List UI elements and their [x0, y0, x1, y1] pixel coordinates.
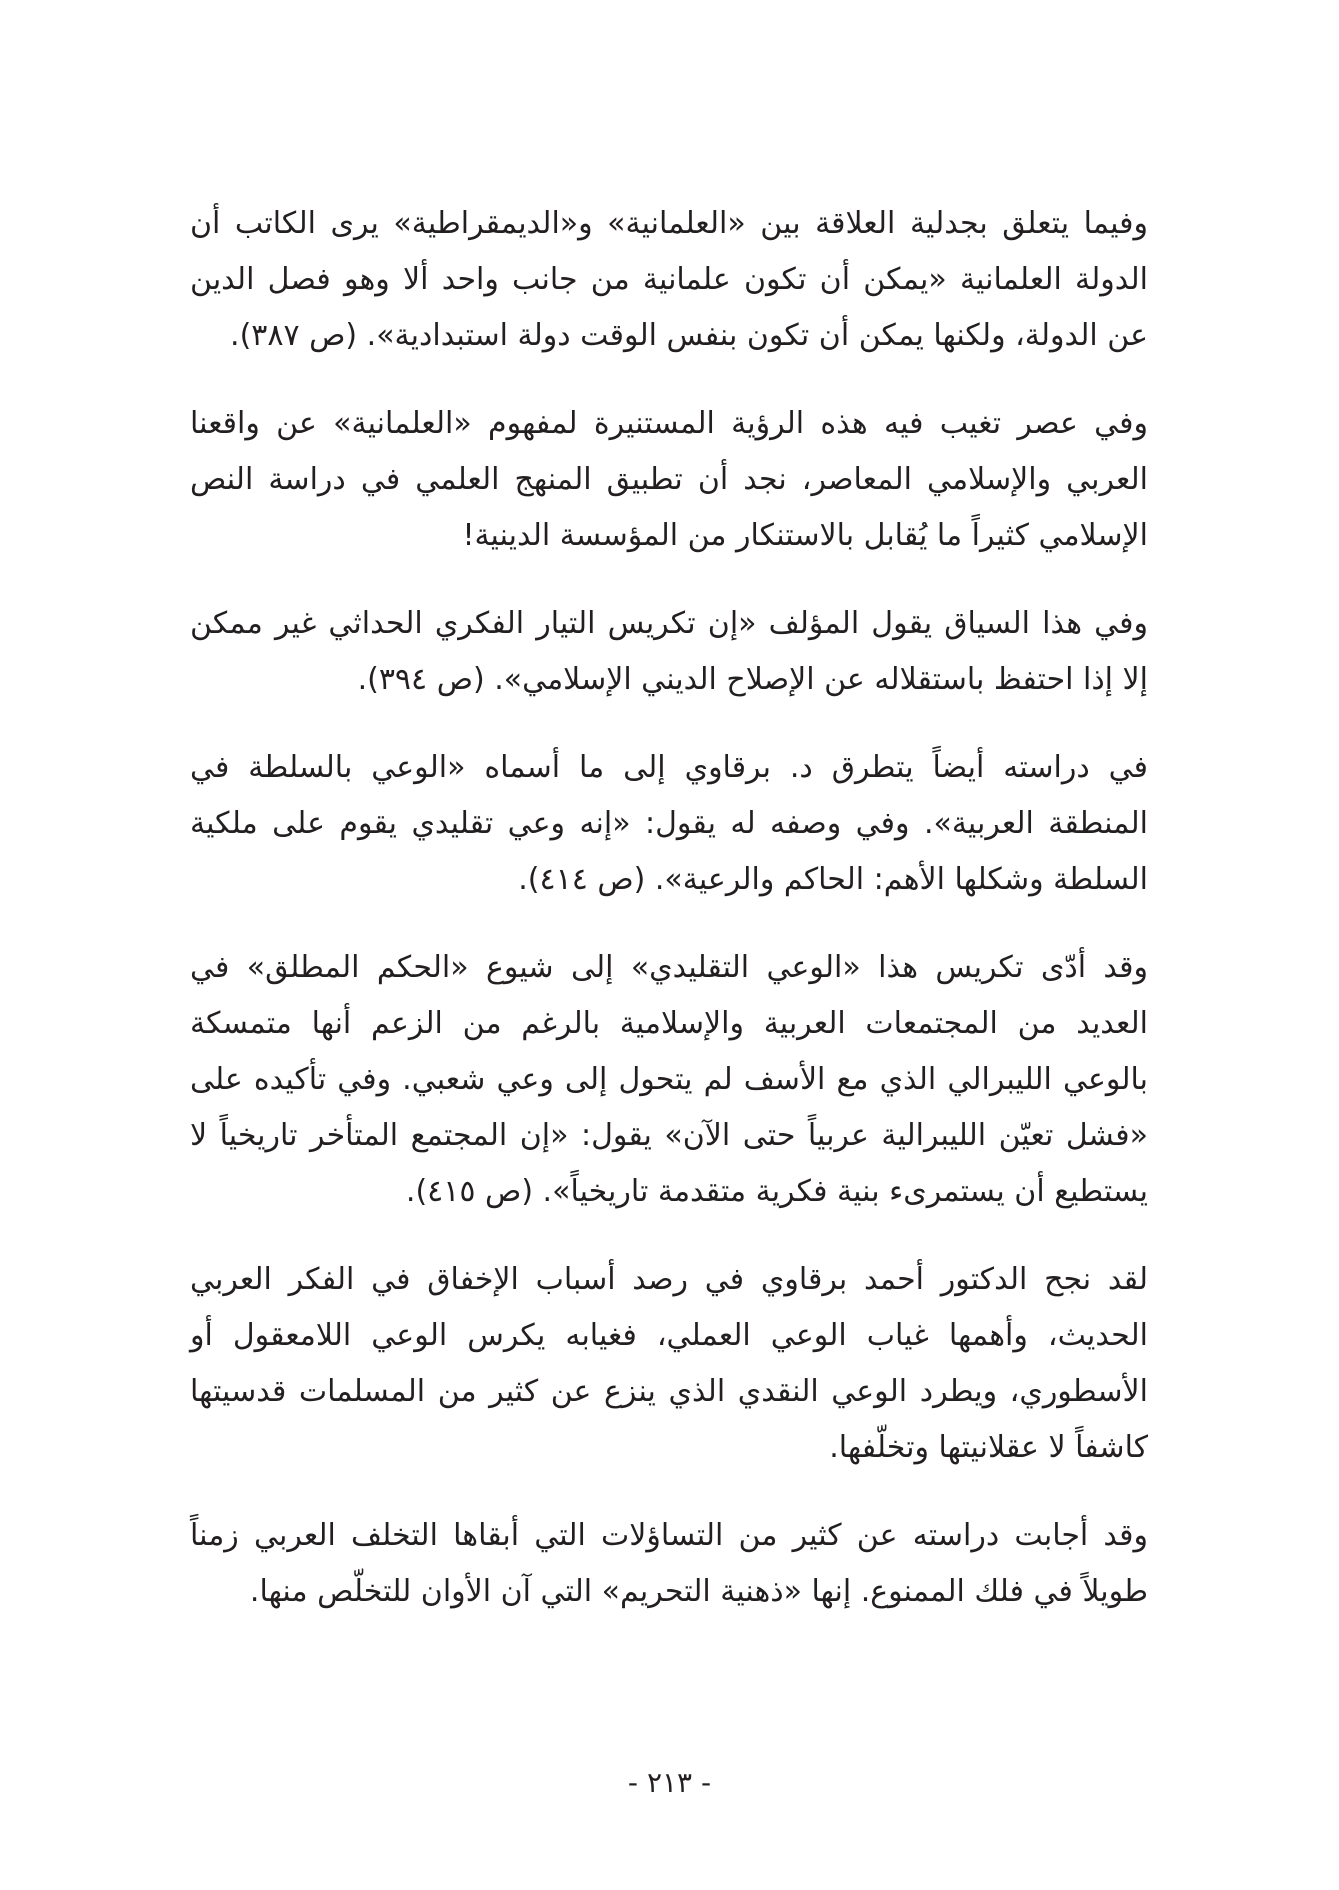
body-text — [190, 196, 1148, 1652]
paragraph-3: وفي هذا السياق يقول المؤلف «إن تكريس التيار الفكري الحداثي غير ممكن إلا إذا احتفظ باستقلاله عن الإصلاح الديني الإسلامي». (ص ٣٩٤). — [190, 606, 1148, 697]
paragraph-5: وقد أدّى تكريس هذا «الوعي التقليدي» إلى شيوع «الحكم المطلق» في العديد من المجتمعات العربية والإسلامية بالرغم من الزعم أنها متمسكة بالوعي الليبرالي الذي مع الأسف لم يتحول إلى وعي شعبي. وفي تأكيده على «فشل تعيّن الليبرالية عربياً حتى الآن» يقول: «إن المجتمع المتأخر تاريخياً لا يستطيع أن يستمرىء بنية فكرية متقدمة تاريخياً». (ص ٤١٥). — [190, 950, 1148, 1209]
paragraph-7: وقد أجابت دراسته عن كثير من التساؤلات التي أبقاها التخلف العربي زمناً طويلاً في فلك الممنوع. إنها «ذهنية التحريم» التي آن الأوان للتخلّص منها. — [190, 1518, 1148, 1609]
page-number: - ٢١٣ - — [627, 1766, 712, 1799]
paragraph-6: لقد نجح الدكتور أحمد برقاوي في رصد أسباب الإخفاق في الفكر العربي الحديث، وأهمها غياب الوعي العملي، فغيابه يكرس الوعي اللامعقول أو الأسطوري، ويطرد الوعي النقدي الذي ينزع عن كثير من المسلمات قدسيتها كاشفاً لا عقلانيتها وتخلّفها. — [190, 1262, 1148, 1465]
paragraph-2: وفي عصر تغيب فيه هذه الرؤية المستنيرة لمفهوم «العلمانية» عن واقعنا العربي والإسلامي المعاصر، نجد أن تطبيق المنهج العلمي في دراسة النص الإسلامي كثيراً ما يُقابل بالاستنكار من المؤسسة الدينية! — [190, 406, 1148, 553]
paragraph-4: في دراسته أيضاً يتطرق د. برقاوي إلى ما أسماه «الوعي بالسلطة في المنطقة العربية». وفي وصفه له يقول: «إنه وعي تقليدي يقوم على ملكية السلطة وشكلها الأهم: الحاكم والرعية». (ص ٤١٤). — [190, 750, 1148, 897]
paragraph-1: وفيما يتعلق بجدلية العلاقة بين «العلمانية» و«الديمقراطية» يرى الكاتب أن الدولة العلمانية «يمكن أن تكون علمانية من جانب واحد ألا وهو فصل الدين عن الدولة، ولكنها يمكن أن تكون بنفس الوقت دولة استبدادية». (ص ٣٨٧). — [190, 206, 1148, 353]
